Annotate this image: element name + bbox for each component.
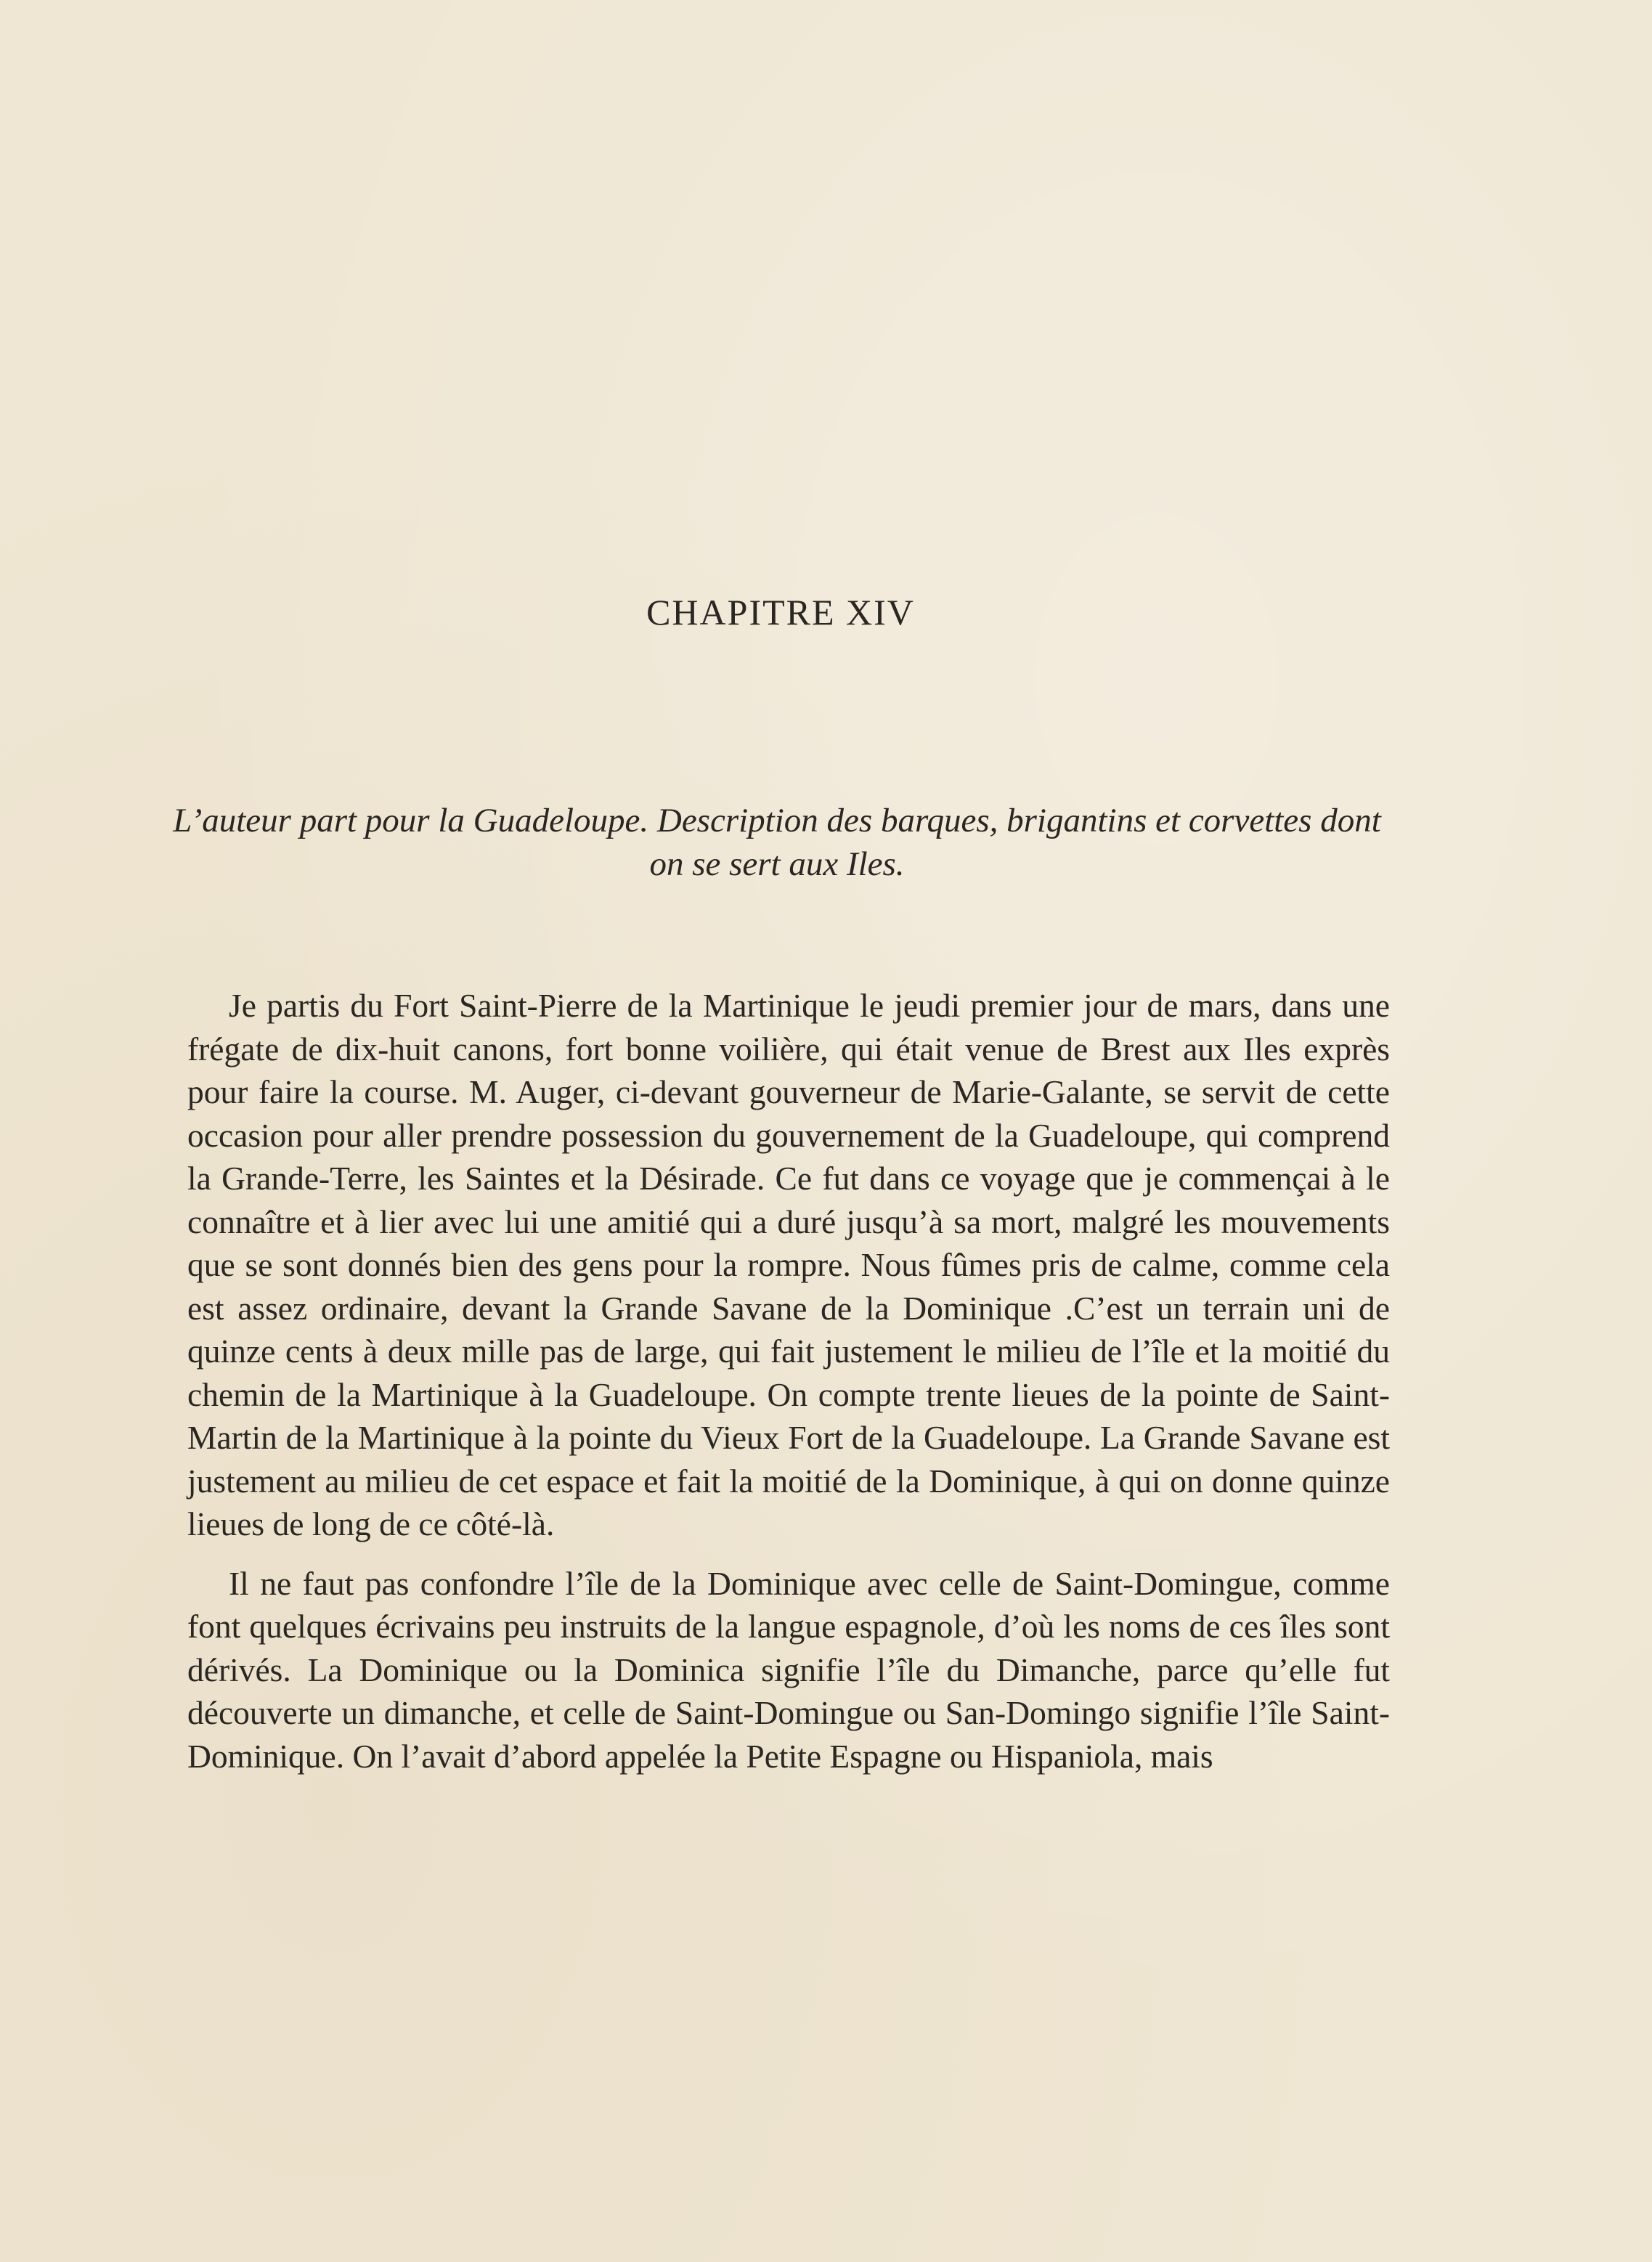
- body-text: [187, 984, 1390, 1778]
- paragraph-2: Il ne faut pas confondre l’île de la Dominique avec celle de Saint-Domingue, comme font quelques écrivains peu instruits de la langue espagnole, d’où les noms de ces îles sont dérivés. La Dominique ou la Dominica signifie l’île du Dimanche, parce qu’elle fut découverte un dimanche, et celle de Saint-Domingue ou San-Domingo signifie l’île Saint-Dominique. On l’avait d’abord appelée la Petite Espagne ou Hispaniola, mais: [187, 1564, 1390, 1775]
- chapter-title: CHAPITRE XIV: [646, 592, 915, 632]
- paragraph-1: Je partis du Fort Saint-Pierre de la Martinique le jeudi premier jour de mars, dans une frégate de dix-huit canons, fort bonne voilière, qui était venue de Brest aux Iles exprès pour faire la course. M. Auger, ci-devant gouverneur de Marie-Galante, se servit de cette occasion pour aller prendre possession du gouvernement de la Guadeloupe, qui comprend la Grande-Terre, les Saintes et la Désirade. Ce fut dans ce voyage que je commençai à le connaître et à lier avec lui une amitié qui a duré jusqu’à sa mort, malgré les mouvements que se sont donnés bien des gens pour la rompre. Nous fûmes pris de calme, comme cela est assez ordinaire, devant la Grande Savane de la Dominique .C’est un terrain uni de quinze cents à deux mille pas de large, qui fait justement le milieu de l’île et la moitié du chemin de la Martinique à la Guadeloupe. On compte trente lieues de la pointe de Saint-Martin de la Martinique à la pointe du Vieux Fort de la Guadeloupe. La Grande Savane est justement au milieu de cet espace et fait la moitié de la Dominique, à qui on donne quinze lieues de long de ce côté-là.: [187, 987, 1390, 1542]
- chapter-summary: L’auteur part pour la Guadeloupe. Description des barques, brigantins et corvettes dont on se sert aux Iles.: [173, 802, 1381, 883]
